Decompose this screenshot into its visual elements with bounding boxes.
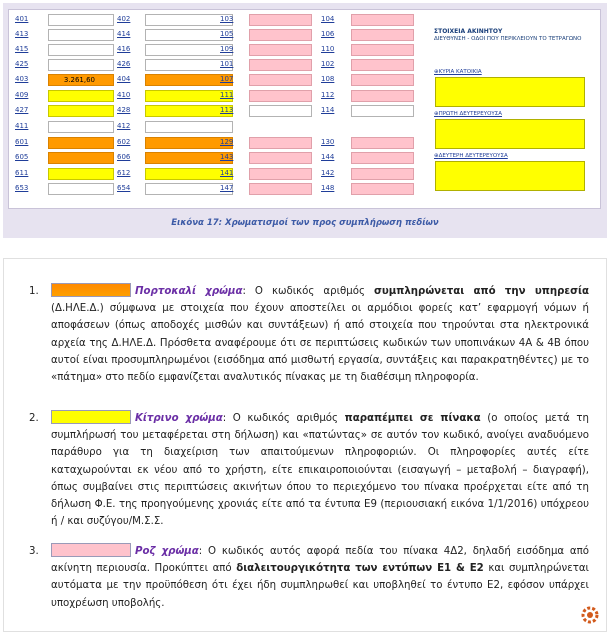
field-code-414[interactable]: 414 [117, 30, 131, 38]
field-input-102[interactable] [351, 59, 414, 71]
field-input-103[interactable] [249, 14, 312, 26]
pink-swatch [51, 543, 131, 557]
field-code-425[interactable]: 425 [15, 60, 29, 68]
field-code-111[interactable]: 111 [220, 91, 234, 99]
field-input-412[interactable] [145, 121, 233, 133]
field-input-605[interactable] [48, 152, 114, 164]
field-input-148[interactable] [351, 183, 414, 195]
figure-caption: Εικόνα 17: Χρωματισμοί των προς συμπλήρωση πεδίων [171, 218, 439, 228]
orange-swatch [51, 283, 131, 297]
field-code-129[interactable]: 129 [220, 138, 234, 146]
field-input-427[interactable] [48, 105, 114, 117]
field-input-611[interactable] [48, 168, 114, 180]
field-input-105[interactable] [249, 29, 312, 41]
field-code-101[interactable]: 101 [220, 60, 234, 68]
main-residence-label[interactable]: ⊕ΚΥΡΙΑ ΚΑΤΟΙΚΙΑ [434, 69, 482, 75]
field-input-409[interactable] [48, 90, 114, 102]
second-secondary-label[interactable]: ⊕ΔΕΥΤΕΡΗ ΔΕΥΤΕΡΕΥΟΥΣΑ [434, 153, 508, 159]
field-code-410[interactable]: 410 [117, 91, 131, 99]
field-code-602[interactable]: 602 [117, 138, 131, 146]
list-item-yellow [29, 410, 589, 530]
item-bold-text: παραπέμπει σε πίνακα [344, 413, 481, 424]
field-code-141[interactable]: 141 [220, 169, 234, 177]
field-code-415[interactable]: 415 [15, 45, 29, 53]
field-input-129[interactable] [249, 137, 312, 149]
field-code-147[interactable]: 147 [220, 184, 234, 192]
field-code-105[interactable]: 105 [220, 30, 234, 38]
field-input-110[interactable] [351, 44, 414, 56]
field-code-612[interactable]: 612 [117, 169, 131, 177]
field-code-427[interactable]: 427 [15, 106, 29, 114]
field-code-605[interactable]: 605 [15, 153, 29, 161]
field-input-104[interactable] [351, 14, 414, 26]
field-code-416[interactable]: 416 [117, 45, 131, 53]
field-input-403[interactable] [48, 74, 114, 86]
color-name: Ροζ χρώμα [135, 546, 199, 557]
field-input-109[interactable] [249, 44, 312, 56]
color-name: Πορτοκαλί χρώμα [135, 286, 243, 297]
field-input-142[interactable] [351, 168, 414, 180]
list-item-orange [29, 283, 589, 386]
field-input-401[interactable] [48, 14, 114, 26]
field-input-111[interactable] [249, 90, 312, 102]
field-code-108[interactable]: 108 [321, 75, 335, 83]
field-input-112[interactable] [351, 90, 414, 102]
field-code-107[interactable]: 107 [220, 75, 234, 83]
item-number: 3. [29, 546, 39, 557]
field-code-148[interactable]: 148 [321, 184, 335, 192]
main-residence-field[interactable] [435, 77, 585, 107]
property-details-subtitle: ΔΙΕΥΘΥΝΣΗ - ΟΔΟΙ ΠΟΥ ΠΕΡΙΚΛΕΙΟΥΝ ΤΟ ΤΕΤΡΑΓΩΝΟ [434, 36, 582, 42]
field-code-401[interactable]: 401 [15, 15, 29, 23]
field-input-101[interactable] [249, 59, 312, 71]
field-code-653[interactable]: 653 [15, 184, 29, 192]
field-code-402[interactable]: 402 [117, 15, 131, 23]
color-legend-section [3, 258, 607, 632]
field-code-428[interactable]: 428 [117, 106, 131, 114]
field-code-601[interactable]: 601 [15, 138, 29, 146]
field-code-611[interactable]: 611 [15, 169, 29, 177]
gear-logo-icon [580, 605, 600, 625]
item-number: 1. [29, 286, 39, 297]
item-bold-text: συμπληρώνεται από την υπηρεσία [373, 286, 589, 297]
yellow-swatch [51, 410, 131, 424]
list-item-pink [29, 543, 589, 612]
field-code-104[interactable]: 104 [321, 15, 335, 23]
color-name: Κίτρινο χρώμα [135, 413, 223, 424]
item-text: : Ο κωδικός αυτός αφορά πεδία του πίνακα 4Δ2, δηλαδή εισόδημα από ακίνητη περιουσία. Προκύπτει από [51, 546, 590, 575]
field-code-142[interactable]: 142 [321, 169, 335, 177]
first-secondary-field[interactable] [435, 119, 585, 149]
field-code-404[interactable]: 404 [117, 75, 131, 83]
field-code-114[interactable]: 114 [321, 106, 335, 114]
item-text: (Δ.ΗΛΕ.Δ.) σύμφωνα με στοιχεία που έχουν αποστείλει οι αρμόδιοι φορείς κατ’ εφαρμογή νόμων ή αποφάσεων (όπως αποδοχές μισθών και συντάξεων) ή από στοιχεία που τηρούνται στα ηλεκτρονικά αρχεία της Δ.ΗΛΕ.Δ. Πρόσθετα αναφέρουμε ότι σε περιπτώσεις κωδικών των υποπινάκων 4Α & 4Β όπου αυτοί είναι προσυμπληρωμένοι (εισόδημα από μισθωτή εργασία, συντάξεις και παρακρατηθέντες) με το «πάτημα» στο πεδίο εμφανίζεται αναλυτικός πίνακας με τη διαθέσιμη πληροφορία. [51, 303, 589, 384]
item-text: : Ο κωδικός αριθμός [222, 413, 345, 424]
field-code-102[interactable]: 102 [321, 60, 335, 68]
field-input-113[interactable] [249, 105, 312, 117]
field-code-110[interactable]: 110 [321, 45, 335, 53]
field-code-654[interactable]: 654 [117, 184, 131, 192]
field-input-601[interactable] [48, 137, 114, 149]
figure-17 [3, 3, 607, 238]
field-code-606[interactable]: 606 [117, 153, 131, 161]
second-secondary-field[interactable] [435, 161, 585, 191]
field-input-411[interactable] [48, 121, 114, 133]
field-code-109[interactable]: 109 [220, 45, 234, 53]
field-input-130[interactable] [351, 137, 414, 149]
field-code-412[interactable]: 412 [117, 122, 131, 130]
field-input-147[interactable] [249, 183, 312, 195]
field-code-106[interactable]: 106 [321, 30, 335, 38]
field-input-108[interactable] [351, 74, 414, 86]
field-code-112[interactable]: 112 [321, 91, 335, 99]
field-input-144[interactable] [351, 152, 414, 164]
first-secondary-label[interactable]: ⊕ΠΡΩΤΗ ΔΕΥΤΕΡΕΥΟΥΣΑ [434, 111, 503, 117]
field-input-413[interactable] [48, 29, 114, 41]
field-input-143[interactable] [249, 152, 312, 164]
field-input-114[interactable] [351, 105, 414, 117]
field-code-411[interactable]: 411 [15, 122, 29, 130]
field-code-403[interactable]: 403 [15, 75, 29, 83]
field-value: 3.261,60 [63, 76, 95, 84]
field-input-425[interactable] [48, 59, 114, 71]
item-text: : Ο κωδικός αριθμός [242, 286, 374, 297]
field-code-413[interactable]: 413 [15, 30, 29, 38]
field-code-130[interactable]: 130 [321, 138, 335, 146]
field-code-103[interactable]: 103 [220, 15, 234, 23]
field-input-415[interactable] [48, 44, 114, 56]
field-input-107[interactable] [249, 74, 312, 86]
item-text: και συμπληρώνεται αυτόματα με την προϋπόθεση ότι έχει ήδη συμπληρωθεί και υποβληθεί το έντυπο Ε2, εφόσον υπάρχει υποχρέωση υποβολής. [51, 563, 589, 609]
field-input-141[interactable] [249, 168, 312, 180]
field-code-143[interactable]: 143 [220, 153, 234, 161]
field-code-144[interactable]: 144 [321, 153, 335, 161]
item-number: 2. [29, 413, 39, 424]
field-input-653[interactable] [48, 183, 114, 195]
item-text: (ο οποίος μετά τη συμπλήρωσή του μεταφέρεται στη δήλωση) και «πατώντας» σε αυτόν τον κωδικό, ανοίγει αναδυόμενο παράθυρο για τη διαχείριση των απαιτούμενων πληροφοριών. Οι πληροφορίες αυτές είτε καταχωρούνται εκ νέου από το χρήστη, είτε επικαιροποιούνται (εισαγωγή – μεταβολή – διαγραφή), όπως συμβαίνει στις περιπτώσεις ακινήτων όπου το περιεχόμενο του πίνακα προέρχεται είτε από τη δήλωση Φ.Ε. της προηγούμενης χρονιάς είτε από τα έντυπα Ε9 (περιουσιακή εικόνα 1/1/2016) υπόχρεου ή / και συζύγου/Μ.Σ.Σ. [51, 413, 589, 528]
field-input-106[interactable] [351, 29, 414, 41]
property-details-title: ΣΤΟΙΧΕΙΑ ΑΚΙΝΗΤΟΥ [434, 28, 503, 35]
item-bold-text: διαλειτουργικότητα των εντύπων Ε1 & Ε2 [236, 563, 484, 575]
field-code-113[interactable]: 113 [220, 106, 234, 114]
field-code-426[interactable]: 426 [117, 60, 131, 68]
field-code-409[interactable]: 409 [15, 91, 29, 99]
